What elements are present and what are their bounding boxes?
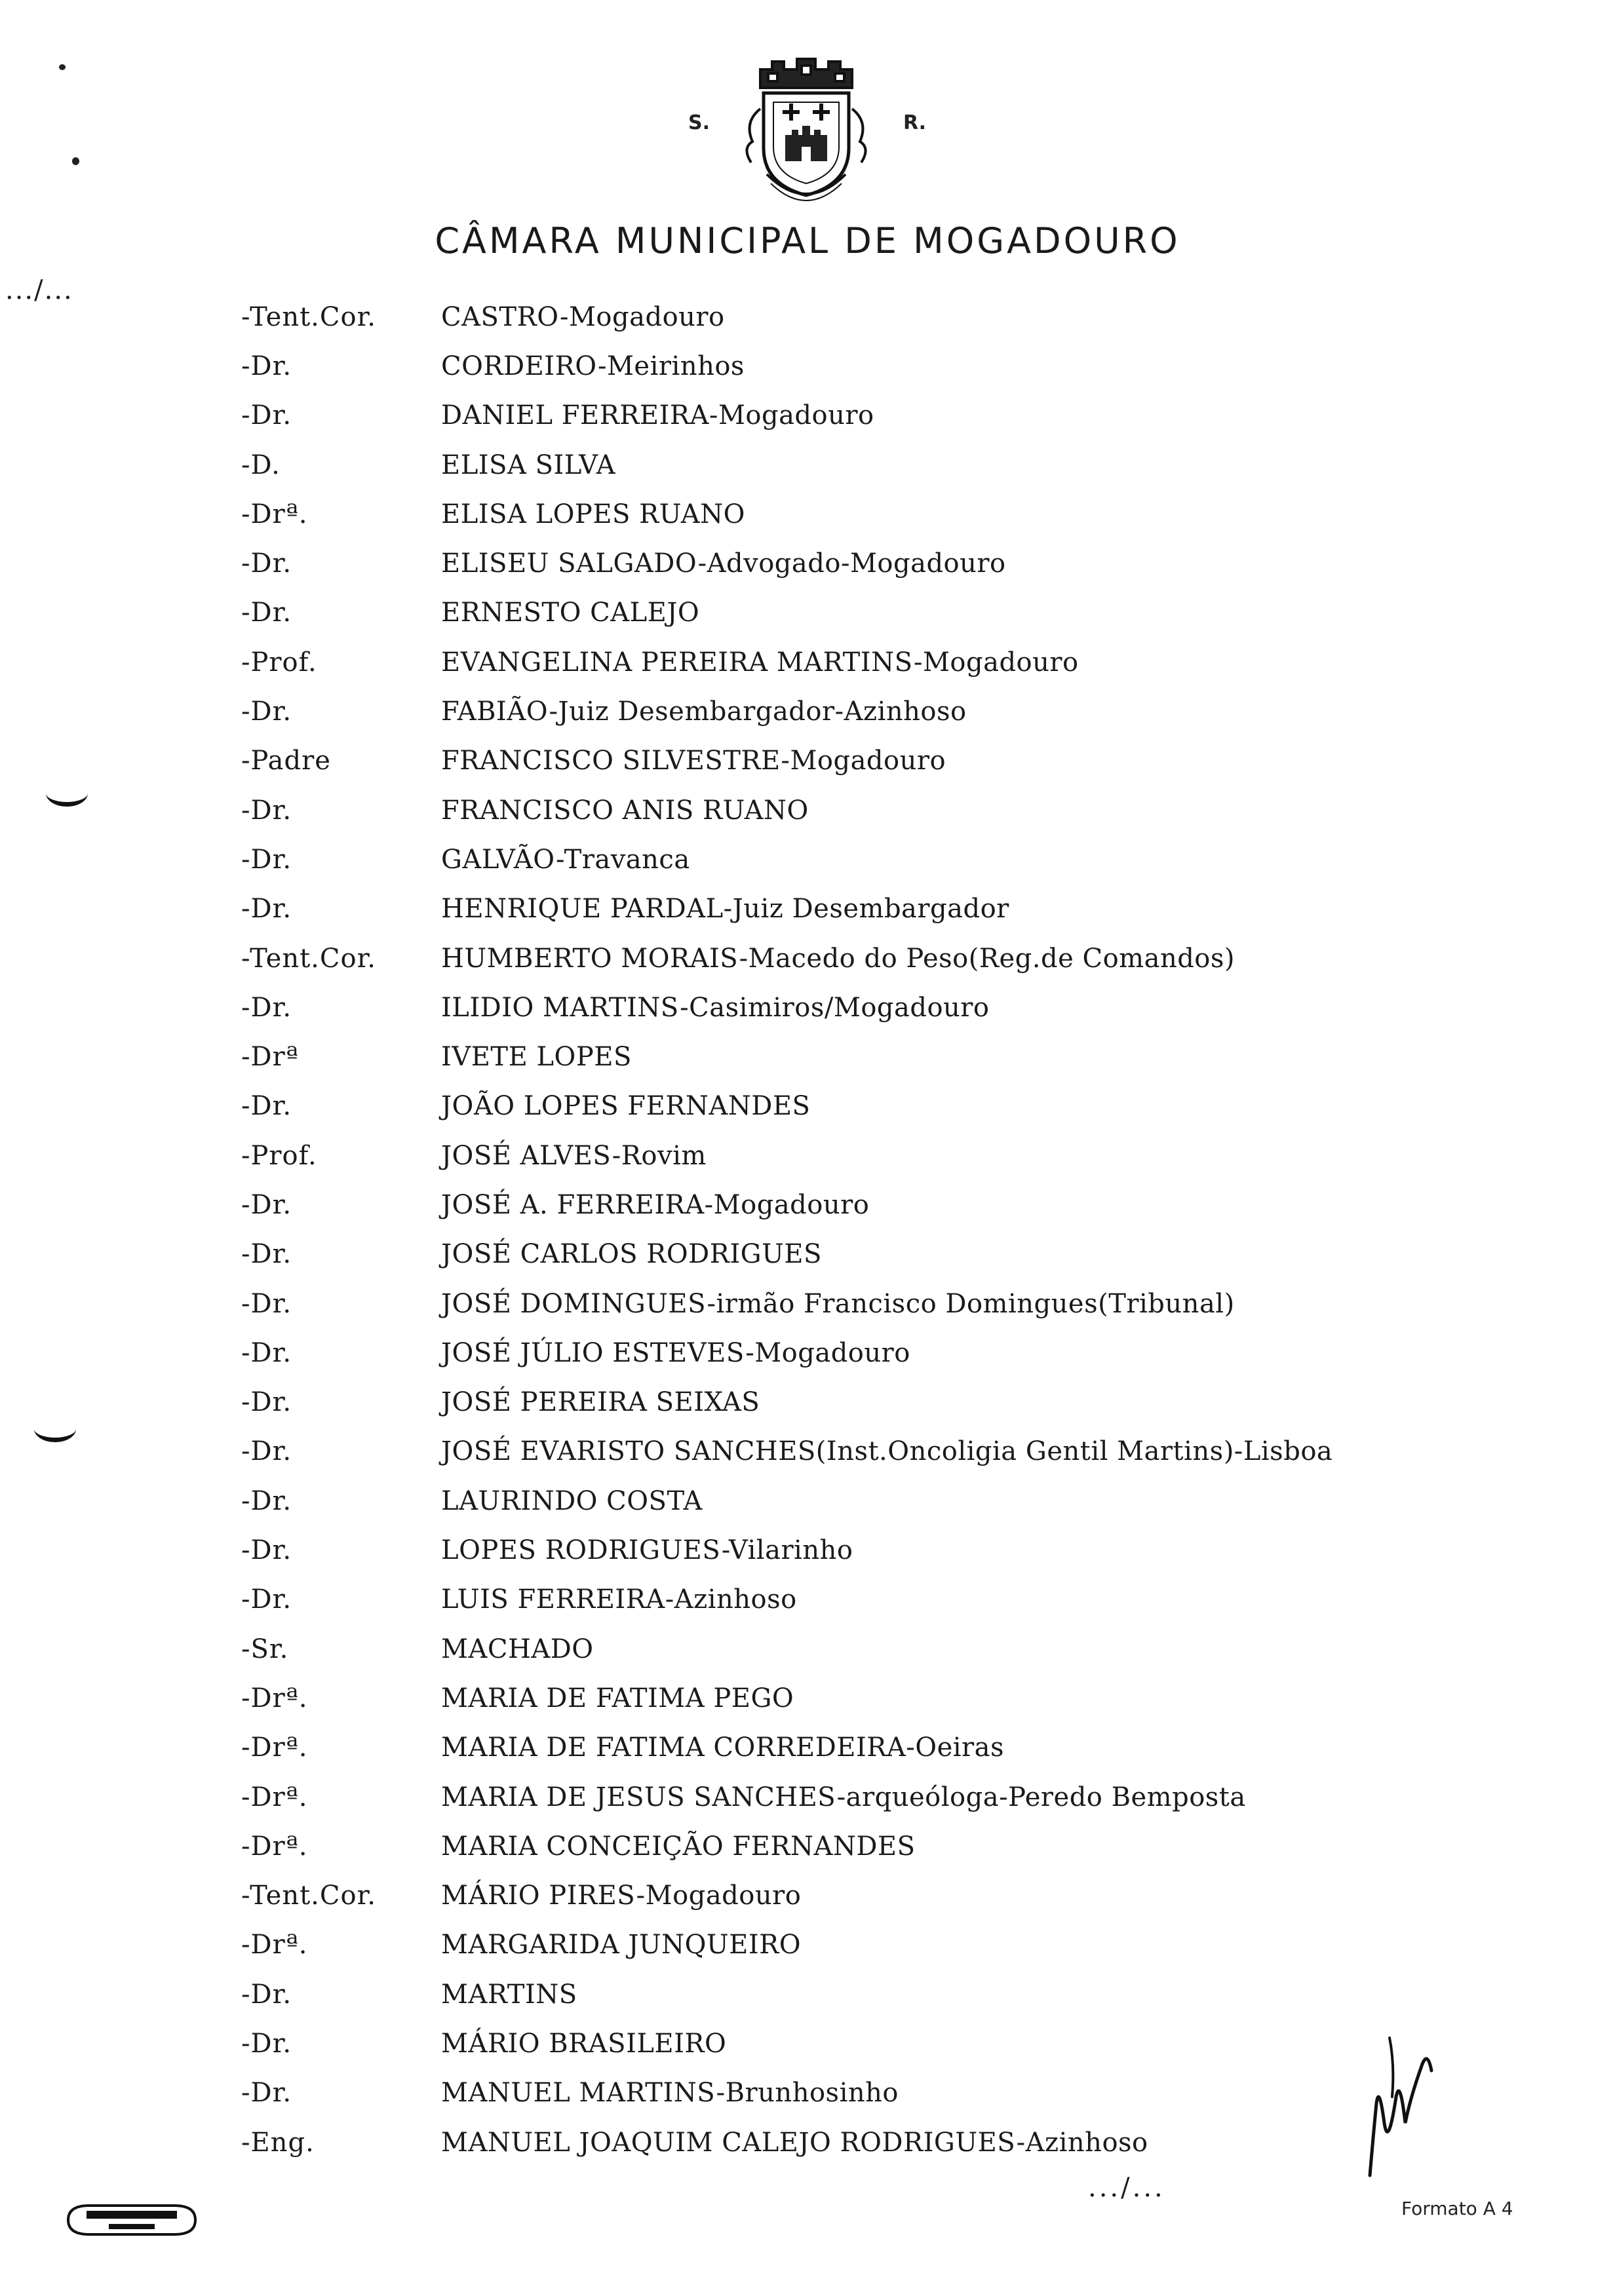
entry-title: -Drª. [241,499,308,529]
entry-title: -Dr. [241,1091,292,1122]
guest-list [241,292,1487,2167]
list-item [241,1180,1487,1229]
continuation-marker-bottom: .../... [1088,2173,1165,2203]
entry-title: -Dr. [241,795,292,826]
list-item [241,737,1487,786]
list-item [241,885,1487,934]
entry-name: ILIDIO MARTINS-Casimiros/Mogadouro [441,992,990,1023]
entry-name: JOSÉ JÚLIO ESTEVES-Mogadouro [441,1337,910,1368]
entry-name: LUIS FERREIRA-Azinhoso [441,1584,797,1615]
list-item [241,539,1487,588]
list-item [241,1525,1487,1575]
entry-name: MARIA DE FATIMA PEGO [441,1683,794,1713]
entry-name: FRANCISCO ANIS RUANO [441,795,809,826]
page-title: CÂMARA MUNICIPAL DE MOGADOURO [435,220,1180,261]
entry-name: EVANGELINA PEREIRA MARTINS-Mogadouro [441,647,1079,678]
entry-title: -Prof. [241,647,317,678]
entry-title: -Dr. [241,1239,292,1270]
list-item [241,1476,1487,1525]
municipal-seal [734,50,878,214]
entry-name: LOPES RODRIGUES-Vilarinho [441,1535,853,1566]
entry-name: MACHADO [441,1634,594,1664]
entry-name: CASTRO-Mogadouro [441,301,725,332]
entry-title: -Tent.Cor. [241,1881,377,1911]
printer-stamp-logo [63,2202,201,2238]
entry-title: -Dr. [241,1979,292,2010]
margin-dot [59,64,66,70]
entry-title: -Dr. [241,697,292,727]
list-item [241,1871,1487,1921]
handwritten-signature [1350,2025,1442,2182]
entry-title: -Dr. [241,992,292,1023]
list-item [241,1131,1487,1180]
margin-bracket-mark [46,780,88,807]
list-item [241,588,1487,638]
margin-bracket-mark [34,1415,76,1442]
entry-title: -Dr. [241,1436,292,1467]
entry-name: HENRIQUE PARDAL-Juiz Desembargador [441,894,1009,925]
entry-title: -Dr. [241,1387,292,1418]
entry-title: -Dr. [241,2078,292,2109]
entry-name: MANUEL MARTINS-Brunhosinho [441,2078,899,2109]
entry-title: -Dr. [241,1584,292,1615]
entry-title: -Dr. [241,548,292,579]
list-item [241,1575,1487,1624]
entry-name: MANUEL JOAQUIM CALEJO RODRIGUES-Azinhoso [441,2127,1148,2158]
entry-name: JOSÉ PEREIRA SEIXAS [441,1387,760,1418]
list-item [241,1427,1487,1476]
entry-name: JOSÉ EVARISTO SANCHES(Inst.Oncoligia Gentil Martins)-Lisboa [441,1436,1333,1467]
entry-title: -Padre [241,746,331,776]
entry-name: LAURINDO COSTA [441,1485,703,1516]
entry-name: CORDEIRO-Meirinhos [441,351,745,381]
entry-title: -Dr. [241,844,292,875]
entry-name: MARIA DE FATIMA CORREDEIRA-Oeiras [441,1732,1005,1763]
list-item [241,1624,1487,1674]
entry-name: JOÃO LOPES FERNANDES [441,1091,811,1122]
list-item [241,341,1487,391]
list-item [241,391,1487,440]
list-item [241,1772,1487,1822]
entry-name: IVETE LOPES [441,1042,632,1073]
entry-name: MARTINS [441,1979,577,2010]
entry-name: MARIA CONCEIÇÃO FERNANDES [441,1831,916,1862]
list-item [241,983,1487,1032]
entry-title: -Eng. [241,2127,315,2158]
entry-title: -Dr. [241,400,292,431]
entry-name: JOSÉ A. FERREIRA-Mogadouro [441,1189,870,1220]
entry-name: JOSÉ ALVES-Rovim [441,1140,707,1171]
entry-title: -Dr. [241,1288,292,1319]
list-item [241,2118,1487,2167]
entry-title: -Dr. [241,1535,292,1566]
entry-title: -Drª. [241,1782,308,1812]
list-item [241,835,1487,884]
list-item [241,687,1487,736]
entry-name: MARIA DE JESUS SANCHES-arqueóloga-Peredo Bemposta [441,1782,1246,1812]
entry-name: JOSÉ CARLOS RODRIGUES [441,1239,822,1270]
entry-name: MÁRIO PIRES-Mogadouro [441,1881,802,1911]
list-item [241,1328,1487,1377]
entry-title: -Drª. [241,1930,308,1961]
entry-title: -Sr. [241,1634,289,1664]
entry-title: -Drª. [241,1732,308,1763]
paper-format-label: Formato A 4 [1401,2198,1513,2219]
entry-title: -Dr. [241,351,292,381]
entry-title: -Dr. [241,1337,292,1368]
header-left-letter: S. [688,111,710,134]
entry-title: -Dr. [241,1189,292,1220]
entry-title: -Dr. [241,598,292,628]
entry-name: GALVÃO-Travanca [441,844,690,875]
entry-title: -Drª. [241,1831,308,1862]
list-item [241,1970,1487,2019]
list-item [241,1032,1487,1081]
list-item [241,1723,1487,1772]
entry-name: MARGARIDA JUNQUEIRO [441,1930,802,1961]
list-item [241,292,1487,341]
header-right-letter: R. [903,111,927,134]
continuation-marker-top: .../... [5,275,73,305]
entry-name: ERNESTO CALEJO [441,598,700,628]
entry-name: FABIÃO-Juiz Desembargador-Azinhoso [441,697,967,727]
entry-name: DANIEL FERREIRA-Mogadouro [441,400,874,431]
list-item [241,1822,1487,1871]
list-item [241,1921,1487,1970]
entry-title: -Tent.Cor. [241,301,377,332]
list-item [241,638,1487,687]
entry-name: JOSÉ DOMINGUES-irmão Francisco Domingues(Tribunal) [441,1288,1235,1319]
list-item [241,786,1487,835]
entry-name: ELISA LOPES RUANO [441,499,745,529]
entry-name: FRANCISCO SILVESTRE-Mogadouro [441,746,946,776]
margin-dot [72,157,79,165]
entry-name: HUMBERTO MORAIS-Macedo do Peso(Reg.de Comandos) [441,943,1236,974]
list-item [241,934,1487,983]
list-item [241,2069,1487,2118]
entry-title: -Dr. [241,2029,292,2059]
entry-name: MÁRIO BRASILEIRO [441,2029,727,2059]
entry-title: -Prof. [241,1140,317,1171]
list-item [241,440,1487,489]
list-item [241,1279,1487,1328]
entry-title: -Drª [241,1042,299,1073]
list-item [241,1230,1487,1279]
list-item [241,1378,1487,1427]
entry-title: -Dr. [241,894,292,925]
entry-title: -Tent.Cor. [241,943,377,974]
list-item [241,2019,1487,2068]
list-item [241,1082,1487,1131]
entry-title: -Dr. [241,1485,292,1516]
entry-title: -Drª. [241,1683,308,1713]
entry-name: ELISA SILVA [441,450,616,480]
entry-title: -D. [241,450,281,480]
entry-name: ELISEU SALGADO-Advogado-Mogadouro [441,548,1006,579]
list-item [241,1674,1487,1723]
list-item [241,489,1487,539]
